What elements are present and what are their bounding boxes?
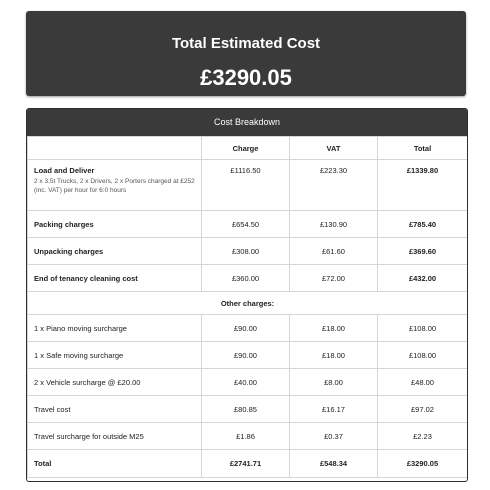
row-label: 2 x Vehicle surcharge @ £20.00 (28, 369, 202, 396)
column-header-total: Total (378, 137, 468, 160)
charge-cell: £360.00 (202, 265, 290, 292)
charge-cell: £40.00 (202, 369, 290, 396)
vat-cell: £18.00 (290, 315, 378, 342)
table-row-cleaning (28, 265, 468, 292)
cost-breakdown-table (27, 136, 468, 478)
table-row-unpacking (28, 238, 468, 265)
total-cell: £108.00 (378, 315, 468, 342)
charge-cell: £308.00 (202, 238, 290, 265)
total-cell: £48.00 (378, 369, 468, 396)
row-label: 1 x Safe moving surcharge (28, 342, 202, 369)
row-label: Travel surcharge for outside M25 (28, 423, 202, 450)
total-cell: £369.60 (378, 238, 468, 265)
column-header-item (28, 137, 202, 160)
charge-cell: £90.00 (202, 342, 290, 369)
table-row-piano (28, 315, 468, 342)
table-row-safe (28, 342, 468, 369)
vat-cell: £61.60 (290, 238, 378, 265)
charge-cell: £90.00 (202, 315, 290, 342)
table-row-load-and-deliver (28, 160, 468, 211)
charge-cell: £2741.71 (202, 450, 290, 478)
total-cell: £1339.80 (378, 160, 468, 211)
total-estimated-cost-amount: £3290.05 (200, 65, 292, 90)
table-header-row (28, 137, 468, 160)
row-label-cell (28, 160, 202, 211)
other-charges-heading: Other charges: (28, 292, 468, 315)
charge-cell: £1116.50 (202, 160, 290, 211)
vat-cell: £223.30 (290, 160, 378, 211)
vat-cell: £16.17 (290, 396, 378, 423)
table-row-total (28, 450, 468, 478)
total-cell: £3290.05 (378, 450, 468, 478)
charge-cell: £654.50 (202, 211, 290, 238)
row-label: Load and Deliver (34, 166, 95, 175)
row-label: Packing charges (28, 211, 202, 238)
column-header-charge: Charge (202, 137, 290, 160)
row-label: Unpacking charges (28, 238, 202, 265)
vat-cell: £8.00 (290, 369, 378, 396)
total-cell: £2.23 (378, 423, 468, 450)
cost-breakdown-panel (26, 108, 468, 482)
table-row-vehicle (28, 369, 468, 396)
table-row-travel-cost (28, 396, 468, 423)
total-cell: £97.02 (378, 396, 468, 423)
row-description: 2 x 3.5t Trucks, 2 x Drivers, 2 x Porters charged at £252 (inc. VAT) per hour for 6:0 hours (34, 178, 195, 194)
total-estimated-cost-title: Total Estimated Cost (171, 35, 321, 52)
table-row-travel-surcharge (28, 423, 468, 450)
total-cell: £108.00 (378, 342, 468, 369)
vat-cell: £130.90 (290, 211, 378, 238)
other-charges-heading-row (28, 292, 468, 315)
total-estimated-cost-card (26, 11, 466, 96)
vat-cell: £18.00 (290, 342, 378, 369)
vat-cell: £0.37 (290, 423, 378, 450)
total-cell: £432.00 (378, 265, 468, 292)
row-label: End of tenancy cleaning cost (28, 265, 202, 292)
vat-cell: £72.00 (290, 265, 378, 292)
charge-cell: £80.85 (202, 396, 290, 423)
cost-breakdown-title: Cost Breakdown (27, 109, 467, 136)
row-label: 1 x Piano moving surcharge (28, 315, 202, 342)
table-row-packing (28, 211, 468, 238)
charge-cell: £1.86 (202, 423, 290, 450)
vat-cell: £548.34 (290, 450, 378, 478)
total-cell: £785.40 (378, 211, 468, 238)
row-label: Travel cost (28, 396, 202, 423)
row-label: Total (28, 450, 202, 478)
column-header-vat: VAT (290, 137, 378, 160)
